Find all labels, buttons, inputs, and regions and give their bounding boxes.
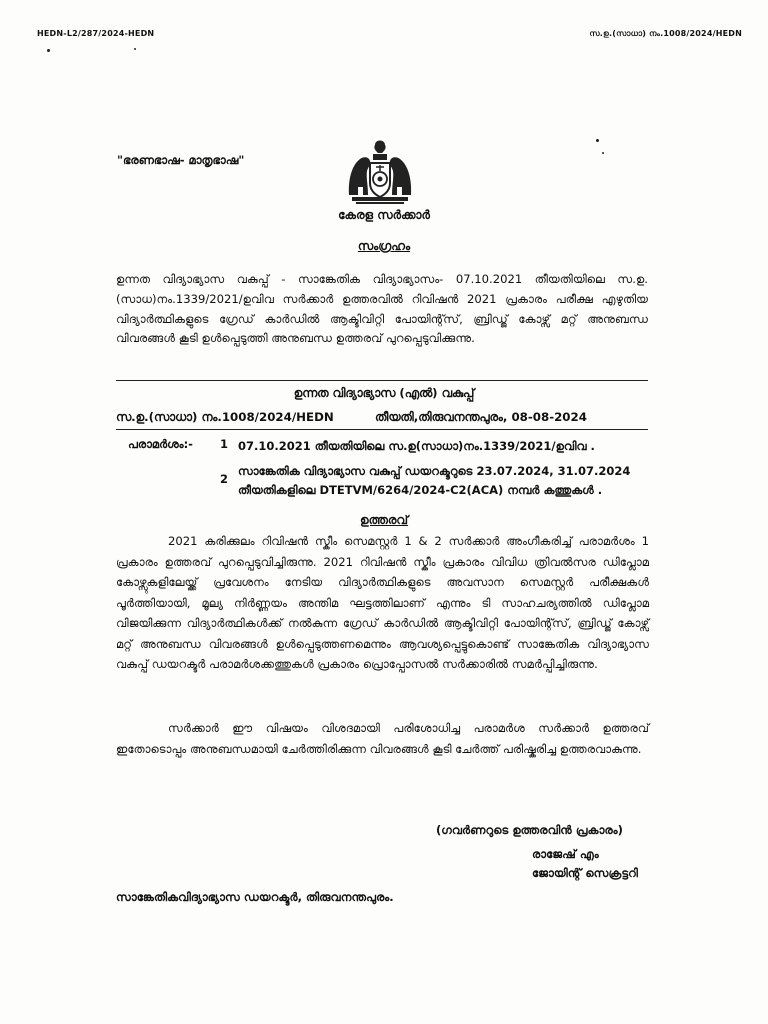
order-date: തീയതി,തിരുവനന്തപുരം, 08-08-2024 [375, 410, 587, 424]
scan-speck [47, 49, 50, 52]
document-code-left: HEDN-L2/287/2024-HEDN [37, 29, 155, 38]
order-paragraph: 2021 കരിക്കുലം റിവിഷൻ സ്കീം സെമസ്റ്റർ 1 & 2 സർക്കാർ അംഗീകരിച്ച് പരാമർശം 1 പ്രകാരം ഉത്തരവ് പുറപ്പെടുവിച്ചിരുന്നു. 2021 റിവിഷൻ സ്കീം പ്രകാരം വിവിധ ത്രിവൽസര ഡിപ്ലോമ കോഴ്സുകളിലേയ്ക്ക് പ്രവേശനം നേടിയ വിദ്യാർത്ഥികളുടെ അവസാന സെമസ്റ്റർ പരീക്ഷകൾ പൂർത്തിയായി, മൂല്യ നിർണ്ണയം അന്തിമ ഘട്ടത്തിലാണ് എന്നും ടി സാഹചര്യത്തിൽ ഡിപ്ലോമ വിജയിക്കുന്ന വിദ്യാർത്ഥികൾക്ക് നൽകുന്ന ഗ്രേഡ് കാർഡിൽ ആക്ടിവിറ്റി പോയിന്റ്സ്, ബ്രിഡ്ജ് കോഴ്സ് മറ്റ് അനുബന്ധ വിവരങ്ങൾ ഉൾപ്പെടുത്തണമെന്നും ആവശ്യപ്പെട്ടുകൊണ്ട് സാങ്കേതിക വിദ്യാഭ്യാസ വകുപ്പ് ഡയറക്ടർ പരാമർശക്കത്തുകൾ പ്രകാരം പ്രൊപ്പോസൽ സർക്കാരിൽ സമർപ്പിച്ചിരുന്നു. [116, 534, 649, 671]
signatory-designation: ജോയിന്റ് സെക്രട്ടറി [532, 866, 638, 880]
reference-line: സാങ്കേതിക വിദ്യാഭ്യാസ വകുപ്പ് ഡയറക്ടറുടെ 23.07.2024, 31.07.2024 [238, 464, 631, 478]
summary-text: ഉന്നത വിദ്യാഭ്യാസ വകുപ്പ് - സാങ്കേതിക വിദ്യാഭ്യാസം- 07.10.2021 തീയതിയിലെ സ.ഉ.(സാധ)നം.1339/2021/ഉവിവ സർക്കാർ ഉത്തരവിൽ റിവിഷൻ 2021 പ്രകാരം പരീക്ഷ എഴുതിയ വിദ്യാർത്ഥികളുടെ ഗ്രേഡ് കാർഡിൽ ആക്ടിവിറ്റി പോയിന്റ്സ്, ബ്രിഡ്ജ് കോഴ്സ് മറ്റ് അനുബന്ധ വിവരങ്ങൾ കൂടി ഉൾപ്പെടുത്തി അനുബന്ധ ഉത്തരവ് പുറപ്പെടുവിക്കുന്നു. [116, 272, 648, 346]
department-name: ഉന്നത വിദ്യാഭ്യാസ (എൽ) വകുപ്പ് [293, 386, 475, 400]
reference-text [238, 462, 630, 499]
kerala-government-emblem-icon [346, 137, 414, 207]
signatory-name: രാജേഷ് എം [532, 847, 599, 861]
divider-bottom [116, 429, 648, 430]
order-title: ഉത്തരവ് [359, 513, 409, 527]
scan-speck [596, 139, 599, 142]
document-code-right: സ.ഉ.(സാധാ) നം.1008/2024/HEDN [589, 29, 742, 38]
reference-line: 07.10.2021 തീയതിയിലെ സ.ഉ(സാധാ)നം.1339/2021/ഉവിവ . [238, 439, 595, 453]
divider-top [116, 380, 648, 381]
summary-heading: സംഗ്രഹം [357, 239, 411, 253]
reference-number: 1 [220, 437, 229, 451]
reference-number: 2 [220, 472, 229, 486]
addressee: സാങ്കേതികവിദ്യാഭ്യാസ ഡയറക്ടർ, തിരുവനന്തപുരം. [116, 890, 394, 904]
reference-line: തീയതികളിലെ DTETVM/6264/2024-C2(ACA) നമ്പർ കത്തുകൾ . [238, 482, 603, 497]
scan-speck [134, 48, 136, 50]
reference-text [238, 437, 595, 456]
government-name: കേരള സർക്കാർ [338, 208, 430, 222]
references-label: പരാമർശം:- [128, 437, 193, 451]
scan-speck [602, 152, 604, 154]
order-number: സ.ഉ.(സാധാ) നം.1008/2024/HEDN [116, 410, 334, 424]
official-language-motto: "ഭരണഭാഷ- മാതൃഭാഷ" [117, 153, 245, 167]
signature-authority: (ഗവർണറുടെ ഉത്തരവിൻ പ്രകാരം) [436, 823, 623, 837]
order-paragraph: സർക്കാർ ഈ വിഷയം വിശദമായി പരിശോധിച്ച പരാമർശ സർക്കാർ ഉത്തരവ് ഇതോടൊപ്പം അനുബന്ധമായി ചേർത്തിരിക്കുന്ന വിവരങ്ങൾ കൂടി ചേർത്ത് പരിഷ്കരിച്ച ഉത്തരവാകുന്നു. [116, 721, 649, 756]
